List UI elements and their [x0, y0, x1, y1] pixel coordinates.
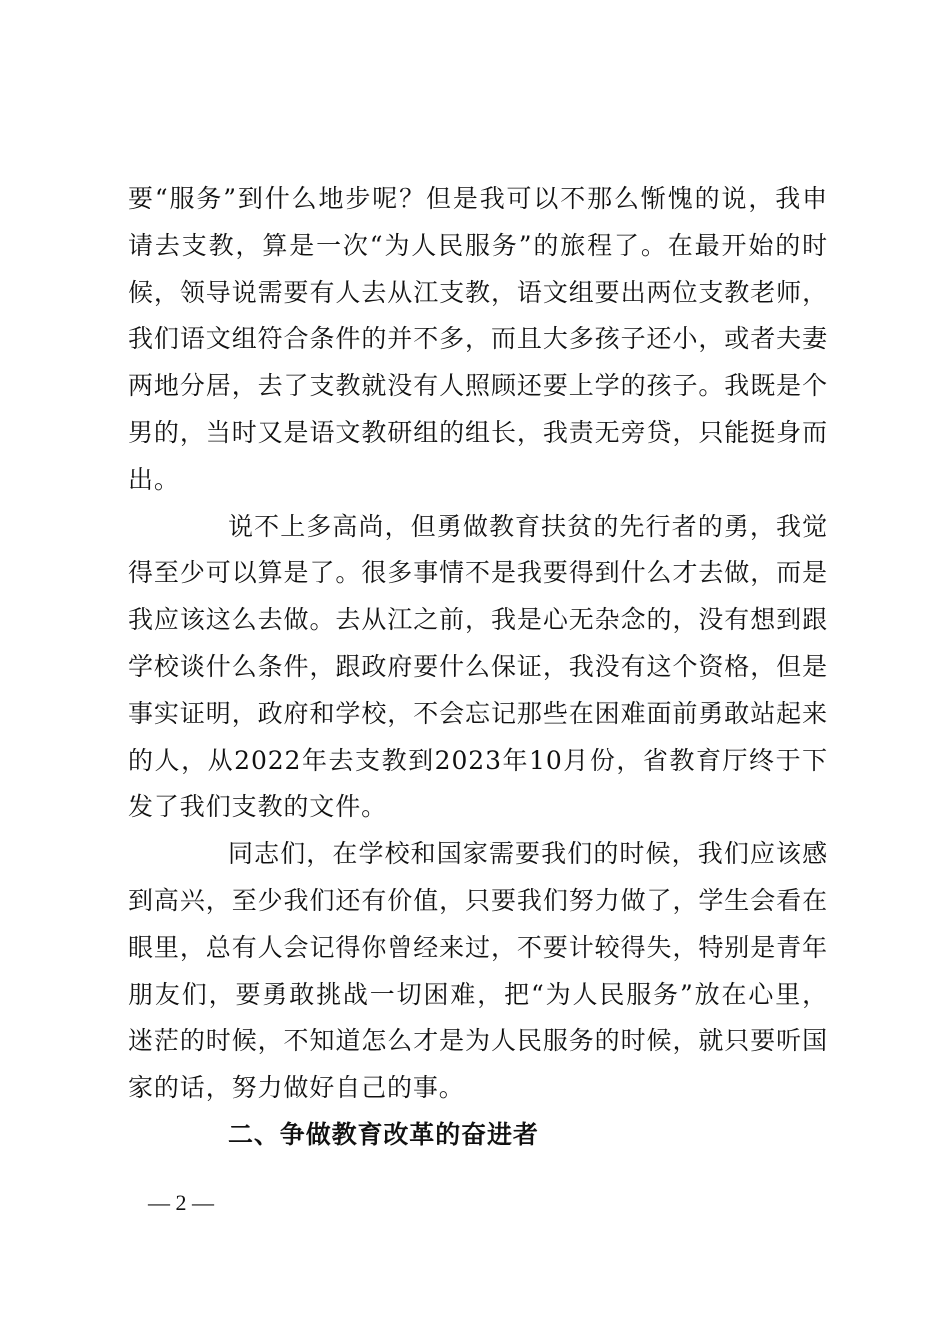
document-body — [128, 176, 828, 1159]
section-heading: 二、争做教育改革的奋进者 — [228, 1119, 539, 1149]
paragraph-continued: 要“服务”到什么地步呢？但是我可以不那么惭愧的说，我申请去支教，算是一次“为人民服务”的旅程了。在最开始的时候，领导说需要有人去从江支教，语文组要出两位支教老师，我们语文组符合条件的并不多，而且大多孩子还小，或者夫妻两地分居，去了支教就没有人照顾还要上学的孩子。我既是个男的，当时又是语文教研组的组长，我责无旁贷，只能挺身而出。 — [128, 184, 828, 494]
paragraph: 同志们，在学校和国家需要我们的时候，我们应该感到高兴，至少我们还有价值，只要我们努力做了，学生会看在眼里，总有人会记得你曾经来过，不要计较得失，特别是青年朋友们，要勇敢挑战一切困难，把“为人民服务”放在心里，迷茫的时候，不知道怎么才是为人民服务的时候，就只要听国家的话，努力做好自己的事。 — [128, 839, 828, 1103]
page-number: — 2 — — [148, 1190, 214, 1215]
paragraph: 说不上多高尚，但勇做教育扶贫的先行者的勇，我觉得至少可以算是了。很多事情不是我要得到什么才去做，而是我应该这么去做。去从江之前，我是心无杂念的，没有想到跟学校谈什么条件，跟政府要什么保证，我没有这个资格，但是事实证明，政府和学校，不会忘记那些在困难面前勇敢站起来的人，从2022年去支教到2023年10月份，省教育厅终于下发了我们支教的文件。 — [128, 511, 828, 822]
